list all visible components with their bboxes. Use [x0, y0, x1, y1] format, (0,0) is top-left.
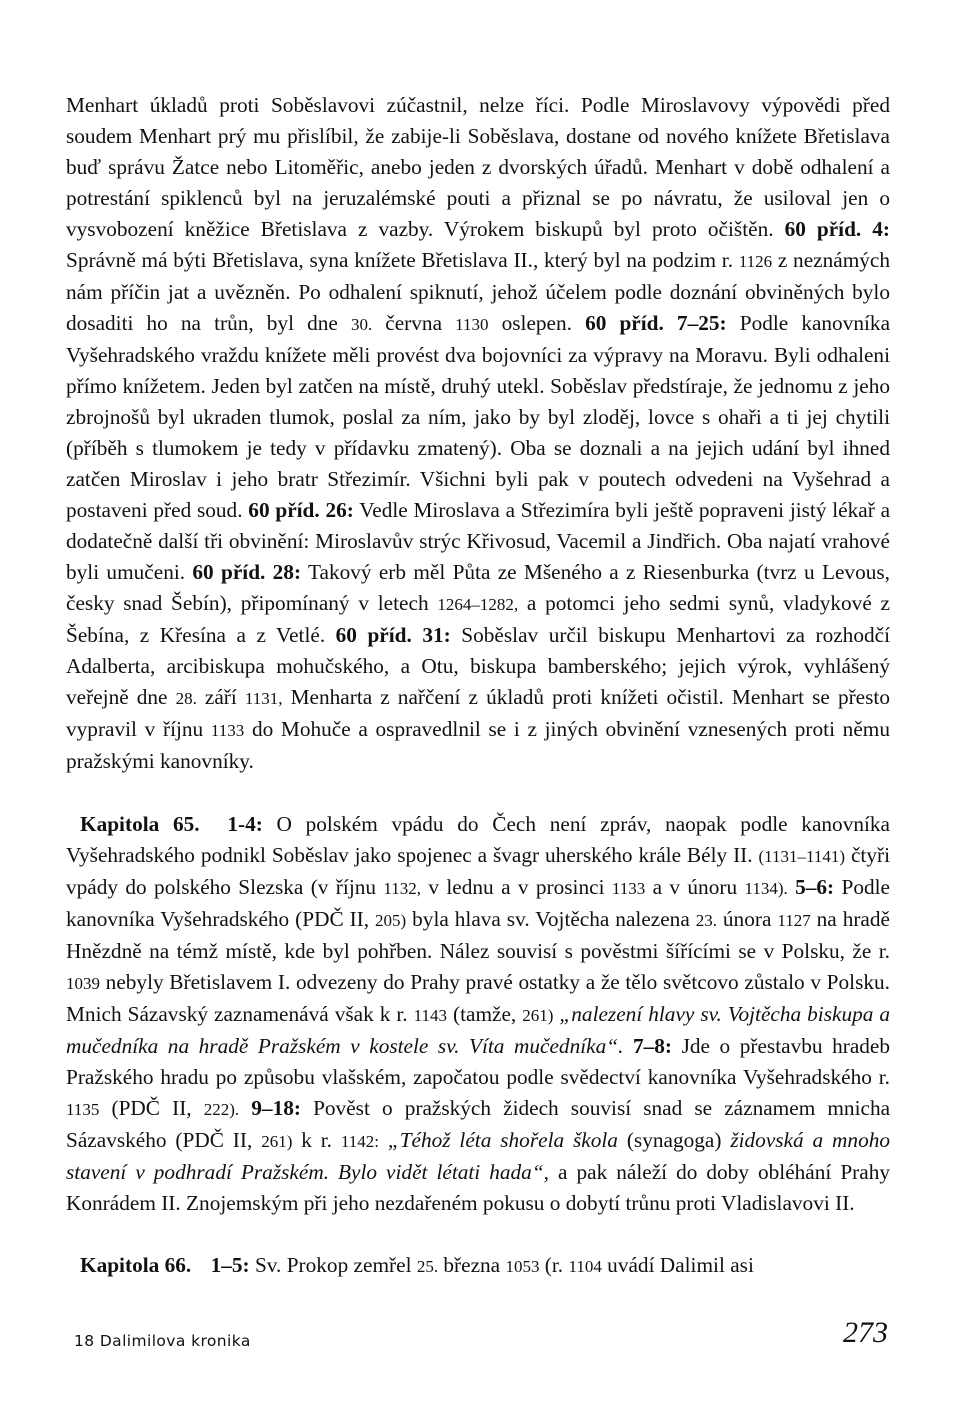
- text: Jde o přestavbu hradeb Pražského hradu po způsobu vlašském, započatou podle svědectví kanovníka Vyšehradského r.: [66, 1034, 891, 1089]
- text: Sv. Prokop zemřel: [254, 1253, 412, 1277]
- oldstyle-number: 1126: [738, 252, 773, 271]
- text: Pověst o pražských židech souvisí snad se záznamem mnicha Sázavského (PDČ II,: [66, 1096, 891, 1152]
- text: (r.: [544, 1253, 564, 1277]
- chapter-heading: Kapitola 66.: [80, 1253, 192, 1277]
- oldstyle-number: 1142:: [340, 1132, 379, 1151]
- text: března: [443, 1253, 501, 1277]
- text: do Mohuče a ospravedlnil se i z jiných obvinění vznesených proti němu pražskými kanovníky.: [66, 717, 890, 773]
- note-reference: 7–8:: [632, 1034, 673, 1058]
- printer-signature: 18 Dalimilova kronika: [74, 1332, 251, 1350]
- text: O polském vpádu do Čech není zpráv, naopak podle kanovníka Vyšehradského podnikl Soběslav jako spojenec a švagr uherského krále Bély II.: [66, 812, 891, 867]
- text: na hradě Hnězdně na témž místě, kde byl pohřben. Nález souvisí s pověstmi šířícími se v Polsku, že r.: [66, 907, 890, 963]
- text: (synagoga): [626, 1128, 722, 1152]
- oldstyle-number: 1133: [210, 721, 245, 740]
- oldstyle-number: 1143: [413, 1006, 447, 1025]
- text: a v únoru: [652, 875, 738, 899]
- oldstyle-number: 1134).: [744, 879, 788, 898]
- note-reference: 60 příd. 26:: [248, 498, 354, 522]
- text: a potomci jeho sedmi synů, vladykové z Šebína, z Křesína a z Vetlé.: [66, 591, 890, 647]
- text: Podle kanovníka Vyšehradského (PDČ II,: [66, 875, 891, 931]
- text: Správně má býti Břetislava, syna knížete Břetislava II., který byl na podzim r.: [66, 248, 734, 272]
- text: (tamže,: [452, 1002, 517, 1026]
- oldstyle-number: 1130: [455, 315, 489, 334]
- oldstyle-number: 1127: [777, 911, 811, 930]
- text: února: [722, 907, 772, 931]
- oldstyle-number: 261): [522, 1006, 554, 1025]
- italic-quotation: „Téhož léta shořela škola: [387, 1128, 618, 1152]
- text: Menharta z nařčení z úkladů proti knížeti očistil. Menhart se přesto vypravil v říjnu: [66, 685, 890, 741]
- oldstyle-number: 261): [261, 1132, 293, 1151]
- text: Vedle Miroslava a Střezimíra byli ještě popraveni jistý lékař a dodatečně další tři obvinění: Miroslavův strýc Křivosud, Vacemil a Jindřich. Oba najatí vrahové byli umučeni.: [66, 498, 891, 584]
- text: Menhart úkladů proti Soběslavovi zúčastnil, nelze říci. Podle Miroslavovy výpovědi před soudem Menhart prý mu přislíbil, že zabije-li Soběslava, dostane od nového knížete Břetislava buď správu Žatce nebo Litoměřic, anebo jeden z dvorských úřadů. Menhart v době odhalení a potrestání spiklenců byl na jeruzalémské pouti a přiznal se po návratu, že usiloval jen o vysvobození kněžice Břetislava z vazby. Výrokem biskupů byl proto očištěn.: [66, 93, 890, 241]
- text: a pak náleží do doby obléhání Prahy Konrádem II. Znojemským při jeho nezdařeném pokusu o dobytí trůnu proti Vladislavovi II.: [66, 1160, 891, 1215]
- chapter-65-paragraph: [66, 809, 890, 1219]
- oldstyle-number: 1135: [66, 1100, 100, 1119]
- italic-quotation: „nalezení hlavy sv. Vojtěcha biskupa a mučedníka na hradě Pražském v kostele sv. Víta mučedníka“.: [66, 1002, 891, 1058]
- text: Takový erb měl Půta ze Mšeného a z Riesenburka (tvrz u Levous, česky snad Šebín), připomínaný v letech: [66, 560, 890, 615]
- text: nebyly Břetislavem I. odvezeny do Prahy pravé ostatky a že tělo světcovo zůstalo v Polsku. Mnich Sázavský zaznamenává však k r.: [66, 970, 890, 1026]
- text: června: [385, 311, 443, 335]
- oldstyle-number: 25.: [416, 1257, 439, 1276]
- oldstyle-number: 222).: [203, 1100, 240, 1119]
- note-reference: 60 příd. 28:: [192, 560, 302, 584]
- text: byla hlava sv. Vojtěcha nalezena: [412, 907, 690, 931]
- text: uvádí Dalimil asi: [607, 1253, 754, 1277]
- note-reference: 1-4:: [227, 812, 263, 836]
- note-reference: 60 příd. 4:: [784, 217, 890, 241]
- oldstyle-number: 1264–1282,: [437, 595, 519, 614]
- oldstyle-number: 23.: [695, 911, 717, 930]
- oldstyle-number: 1039: [66, 974, 100, 993]
- chapter-66-paragraph: [66, 1250, 890, 1282]
- text: Podle kanovníka Vyšehradského vraždu knížete měli provést dva bojovníci za výpravy na Moravu. Byli odhaleni přímo knížetem. Jeden byl zatčen na místě, druhý utekl. Soběslav předstíraje, že jednomu z jeho zbrojnošů byl ukraden tlumok, poslal za ním, jako by byl zloděj, lovce s ohaři a ti jej chytili (příběh s tlumokem je tedy v přídavku zmatený). Oba se doznali a na jejich udání byl ihned zatčen Miroslav i jeho bratr Střezimír. Všichni byli pak v poutech odvedeni na Vyšehrad a postaveni před soud.: [66, 311, 891, 522]
- oldstyle-number: (1131–1141): [758, 847, 846, 866]
- text: (PDČ II,: [111, 1096, 192, 1120]
- text: k r.: [301, 1128, 332, 1152]
- commentary-paragraph-1: [66, 90, 890, 777]
- oldstyle-number: 28.: [175, 689, 197, 708]
- oldstyle-number: 1053: [505, 1257, 540, 1276]
- text: září: [204, 685, 237, 709]
- text: z neznámých nám příčin jat a uvězněn. Po odhalení spiknutí, jehož účelem podle doznání obviněných bylo dosaditi ho na trůn, byl dne: [66, 248, 891, 335]
- oldstyle-number: 1133: [611, 879, 646, 898]
- oldstyle-number: 1132,: [383, 879, 422, 898]
- italic-quotation: židovská a mnoho stavení v podhradí Pražském. Bylo vidět létati hada“,: [66, 1128, 891, 1184]
- oldstyle-number: 1131,: [244, 689, 283, 708]
- chapter-heading: Kapitola 65.: [80, 812, 200, 836]
- oldstyle-number: 205): [375, 911, 407, 930]
- oldstyle-number: 30.: [350, 315, 373, 334]
- note-reference: 1–5:: [210, 1253, 250, 1277]
- note-reference: 60 příd. 7–25:: [585, 311, 727, 335]
- text: oslepen.: [501, 311, 572, 335]
- page-number: 273: [843, 1316, 888, 1349]
- oldstyle-number: 1104: [568, 1257, 602, 1276]
- note-reference: 9–18:: [251, 1096, 301, 1120]
- text: Soběslav určil biskupu Menhartovi za rozhodčí Adalberta, arcibiskupa mohučského, a Otu, biskupa bamberského; jejich výrok, vyhlášený veřejně dne: [66, 623, 890, 709]
- note-reference: 5–6:: [795, 875, 835, 899]
- note-reference: 60 příd. 31:: [335, 623, 451, 647]
- text: v lednu a v prosinci: [428, 875, 605, 899]
- text: čtyři vpády do polského Slezska (v říjnu: [66, 843, 891, 899]
